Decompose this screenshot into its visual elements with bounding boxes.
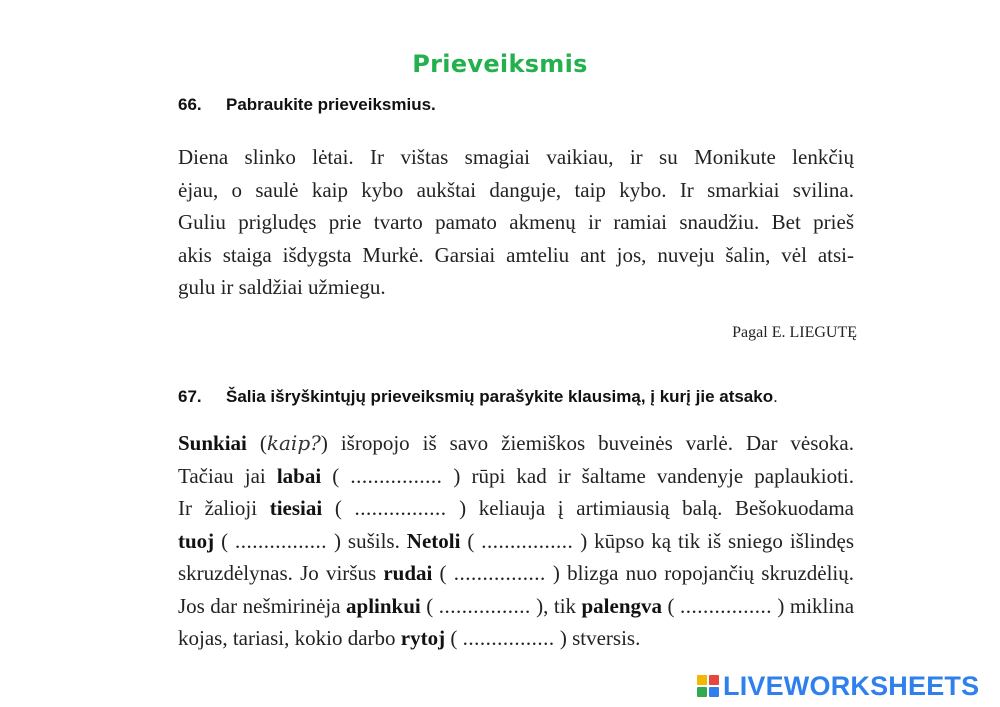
- answer-blank-labai[interactable]: ................: [350, 463, 443, 488]
- adverb-tiesiai: tiesiai: [269, 496, 323, 520]
- task-66-line: akis staiga išdygsta Murkė. Garsiai amteliu ant jos, nuveju šalin, vėl atsi-: [178, 242, 854, 267]
- task-67-line: skruzdėlynas. Jo viršus rudai ( ................ ) blizga nuo ropojančių skruzdėlių.: [178, 561, 855, 585]
- task-67-line: Sunkiai (kaip?) išropojo iš savo žiemiškos buveinės varlė. Dar vėsoka.: [178, 431, 854, 455]
- text-segment: Tačiau jai: [178, 463, 266, 488]
- task-66-number: 66.: [178, 95, 202, 114]
- task-66-line: gulu ir saldžiai užmiegu.: [178, 275, 386, 299]
- answer-blank-tuoj[interactable]: ................: [235, 528, 328, 553]
- text-segment: ) sušils.: [333, 528, 400, 553]
- task-66-line: Diena slinko lėtai. Ir vištas smagiai vaikiau, ir su Monikute lenkčių: [178, 145, 854, 169]
- task-67-line: Jos dar nešmirinėja aplinkui ( ................ ), tik palengva ( ................ ) miklina: [178, 593, 855, 618]
- text-segment: skruzdėlynas. Jo viršus: [178, 561, 377, 585]
- answer-blank-rytoj[interactable]: ................: [462, 626, 555, 650]
- text-segment: Ir žalioji: [178, 496, 258, 520]
- answer-blank-palengva[interactable]: ................: [679, 593, 772, 618]
- example-answer: kaip?: [266, 431, 321, 455]
- text-segment: ) rūpi kad ir šaltame vandenyje paplaukioti.: [453, 463, 855, 488]
- task-67-line: kojas, tariasi, kokio darbo rytoj ( ................ ) stversis.: [178, 626, 641, 650]
- answer-blank-tiesiai[interactable]: ................: [354, 496, 447, 520]
- answer-blank-netoli[interactable]: ................: [481, 528, 574, 553]
- task-66-heading: [178, 95, 436, 115]
- text-segment: ) stversis.: [559, 626, 641, 650]
- adverb-rudai: rudai: [383, 561, 433, 585]
- task-66-paragraph: [178, 141, 854, 304]
- logo-text: LIVEWORKSHEETS: [723, 670, 980, 701]
- adverb-palengva: palengva: [581, 593, 663, 618]
- adverb-labai: labai: [276, 463, 322, 488]
- text-segment: ) blizga nuo ropojančių skruzdėlių.: [552, 561, 855, 585]
- adverb-aplinkui: aplinkui: [346, 593, 421, 618]
- task-66-line: ėjau, o saulė kaip kybo aukštai danguje, taip kybo. Ir smarkiai svilina.: [178, 177, 854, 202]
- text-segment: ) miklina: [777, 593, 855, 618]
- text-segment: ) išropojo iš savo žiemiškos buveinės varlė. Dar vėsoka.: [320, 431, 854, 455]
- task-67-paragraph: [178, 427, 854, 655]
- answer-blank-rudai[interactable]: ................: [453, 561, 546, 585]
- liveworksheets-logo-icon: [697, 675, 719, 697]
- text-segment: ) keliauja į artimiausią balą. Bešokuodama: [459, 496, 855, 520]
- answer-blank-aplinkui[interactable]: ................: [438, 593, 531, 618]
- text-segment: kojas, tariasi, kokio darbo: [178, 626, 396, 650]
- text-segment: Jos dar nešmirinėja: [178, 593, 341, 618]
- adverb-rytoj: rytoj: [400, 626, 446, 650]
- task-67-heading: [178, 387, 778, 407]
- adverb-tuoj: tuoj: [178, 528, 215, 553]
- task-66-line: Guliu prigludęs prie tvarto pamato akmenų ir ramiai snaudžiu. Bet prieš: [178, 210, 854, 234]
- adverb-netoli: Netoli: [406, 528, 461, 553]
- task-67-instruction-end: .: [773, 387, 778, 406]
- task-67-line: Ir žalioji tiesiai ( ................ ) keliauja į artimiausią balą. Bešokuodama: [178, 496, 855, 520]
- text-segment: ), tik: [536, 593, 577, 618]
- source-attribution: Pagal E. LIEGUTĘ: [732, 324, 857, 341]
- task-67-line: tuoj ( ................ ) sušils. Netoli ( ................ ) kūpso ką tik iš sniego išlindęs: [178, 528, 854, 553]
- adverb-sunkiai: Sunkiai: [178, 431, 247, 455]
- task-66-instruction: Pabraukite prieveiksmius.: [226, 95, 436, 114]
- task-67-number: 67.: [178, 387, 202, 406]
- page-title: Prieveiksmis: [412, 50, 588, 78]
- task-67-line: Tačiau jai labai ( ................ ) rūpi kad ir šaltame vandenyje paplaukioti.: [178, 463, 855, 488]
- text-segment: ) kūpso ką tik iš sniego išlindęs: [580, 528, 854, 553]
- task-67-instruction: Šalia išryškintųjų prieveiksmių parašykite klausimą, į kurį jie atsako: [226, 387, 774, 406]
- liveworksheets-logo[interactable]: [697, 668, 979, 704]
